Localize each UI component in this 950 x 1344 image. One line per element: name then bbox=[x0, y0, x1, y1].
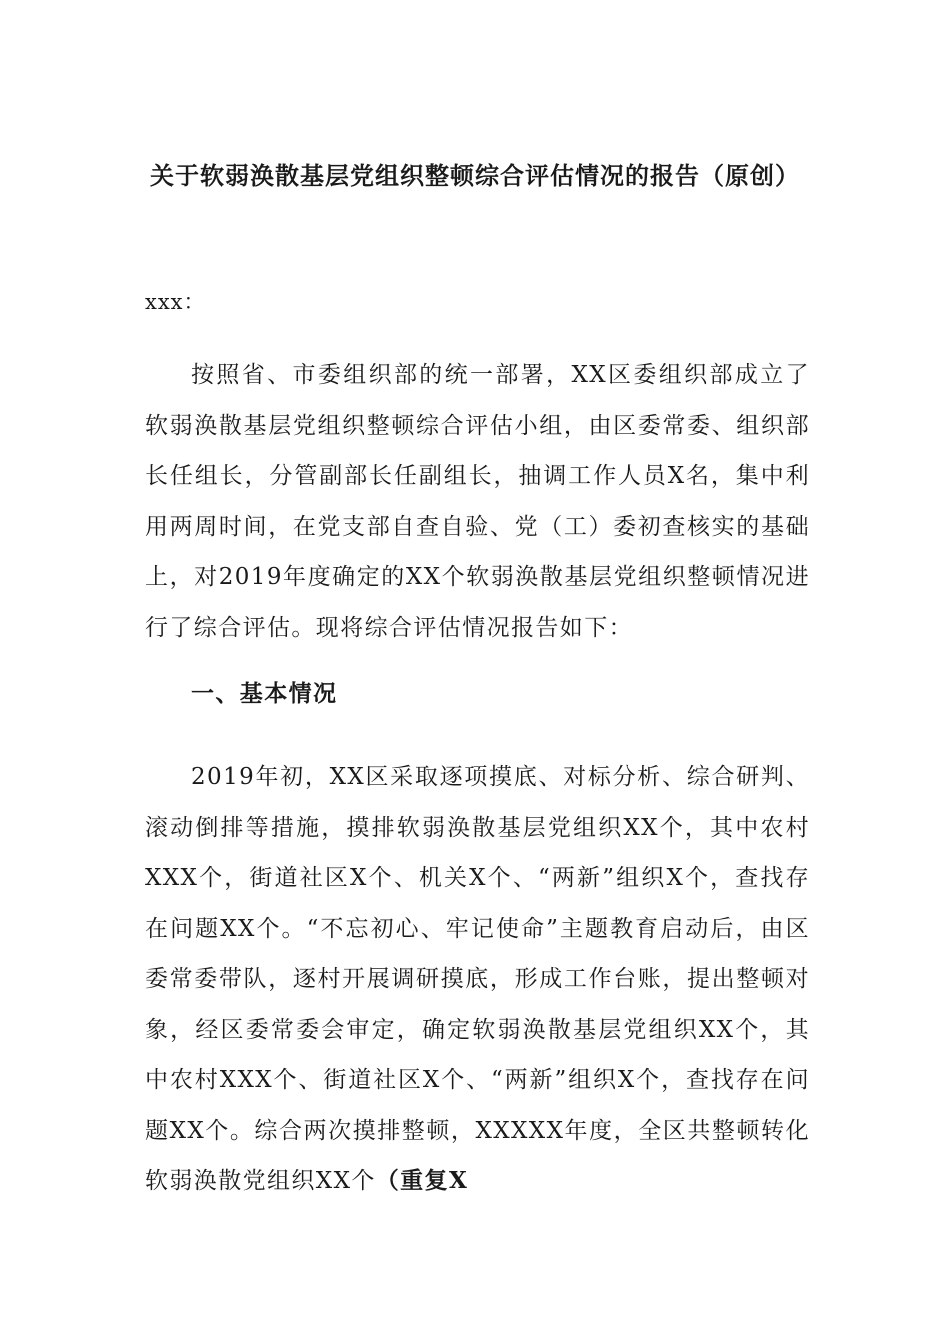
paragraph-bold-note: （重复X bbox=[375, 1167, 469, 1194]
paragraph-basic-situation bbox=[145, 752, 810, 1207]
paragraph-intro: 按照省、市委组织部的统一部署，XX区委组织部成立了软弱涣散基层党组织整顿综合评估小组，由区委常委、组织部长任组长，分管副部长任副组长，抽调工作人员X名，集中利用两周时间，在党支部自查自验、党（工）委初查核实的基础上，对2019年度确定的XX个软弱涣散基层党组织整顿情况进行了综合评估。现将综合评估情况报告如下： bbox=[145, 362, 810, 641]
paragraph-basic-situation-text: 2019年初，XX区采取逐项摸底、对标分析、综合研判、滚动倒排等措施，摸排软弱涣散基层党组织XX个，其中农村XXX个，街道社区X个、机关X个、“两新”组织X个，查找存在问题XX个。“不忘初心、牢记使命”主题教育启动后，由区委常委带队，逐村开展调研摸底，形成工作台账，提出整顿对象，经区委常委会审定，确定软弱涣散基层党组织XX个，其中农村XXX个、街道社区X个、“两新”组织X个，查找存在问题XX个。综合两次摸排整顿，XXXXX年度，全区共整顿转化软弱涣散党组织XX个 bbox=[145, 764, 810, 1194]
salutation: xxx： bbox=[145, 290, 206, 314]
section-heading-basic-situation: 一、基本情况 bbox=[191, 680, 338, 707]
document-title: 关于软弱涣散基层党组织整顿综合评估情况的报告（原创） bbox=[150, 161, 800, 190]
